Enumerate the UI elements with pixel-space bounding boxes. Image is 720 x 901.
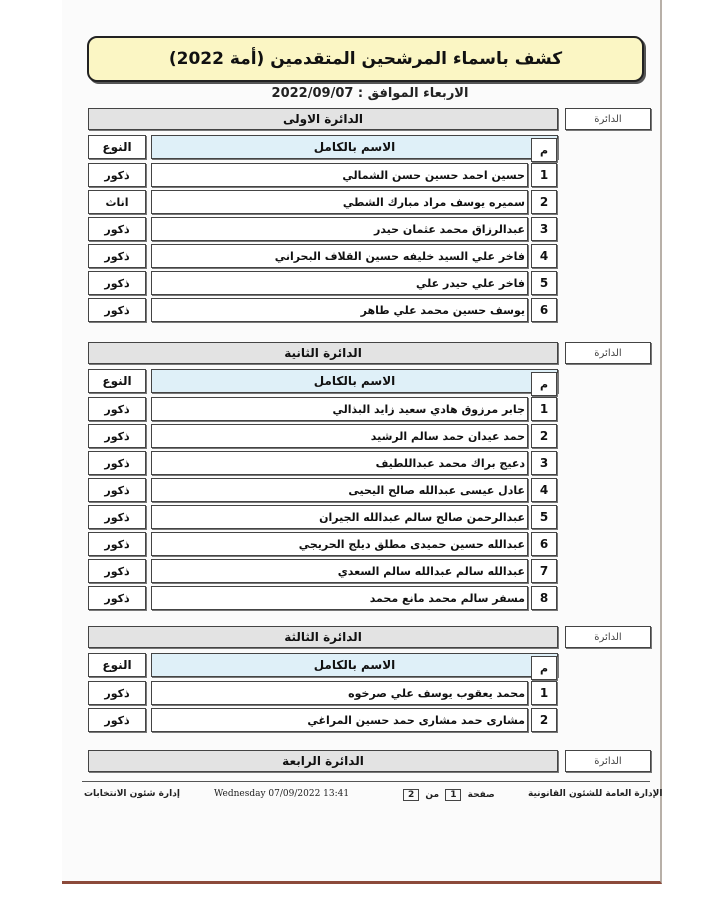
district-name: الدائرة الثالثة xyxy=(88,626,558,648)
footer-department: إدارة شئون الانتخابات xyxy=(84,789,180,799)
candidate-gender: ذكور xyxy=(88,451,146,475)
district-name: الدائرة الاولى xyxy=(88,108,558,130)
candidate-number: 1 xyxy=(531,681,557,705)
header-full-name: الاسم بالكامل xyxy=(151,369,558,393)
candidate-name: سميره يوسف مراد مبارك الشطي xyxy=(151,190,528,214)
district-label: الدائرة xyxy=(565,342,651,364)
header-gender: النوع xyxy=(88,653,146,677)
candidate-name: دعيج براك محمد عبداللطيف xyxy=(151,451,528,475)
district-name: الدائرة الثانية xyxy=(88,342,558,364)
candidate-number: 4 xyxy=(531,244,557,268)
header-gender: النوع xyxy=(88,135,146,159)
candidate-number: 1 xyxy=(531,163,557,187)
candidate-gender: ذكور xyxy=(88,424,146,448)
district-label: الدائرة xyxy=(565,750,651,772)
candidate-number: 1 xyxy=(531,397,557,421)
candidate-gender: ذكور xyxy=(88,532,146,556)
candidate-number: 3 xyxy=(531,217,557,241)
candidate-number: 2 xyxy=(531,708,557,732)
candidate-gender: ذكور xyxy=(88,397,146,421)
header-gender: النوع xyxy=(88,369,146,393)
candidate-gender: ذكور xyxy=(88,163,146,187)
header-full-name: الاسم بالكامل xyxy=(151,653,558,677)
candidate-name: حمد عيدان حمد سالم الرشيد xyxy=(151,424,528,448)
candidate-name: مسفر سالم محمد مانع محمد xyxy=(151,586,528,610)
candidate-number: 6 xyxy=(531,532,557,556)
header-full-name: الاسم بالكامل xyxy=(151,135,558,159)
candidate-number: 3 xyxy=(531,451,557,475)
footer-datetime: Wednesday 07/09/2022 13:41 xyxy=(214,789,350,799)
candidate-number: 8 xyxy=(531,586,557,610)
candidate-gender: ذكور xyxy=(88,271,146,295)
candidate-name: عبدالرحمن صالح سالم عبدالله الجيران xyxy=(151,505,528,529)
header-number: م xyxy=(531,138,557,162)
candidate-number: 5 xyxy=(531,505,557,529)
footer-general-department: الإدارة العامة للشئون القانونية xyxy=(528,789,663,799)
candidate-name: عبدالله سالم عبدالله سالم السعدي xyxy=(151,559,528,583)
page-of: من xyxy=(425,790,440,800)
candidate-gender: ذكور xyxy=(88,505,146,529)
candidate-name: فاخر علي حيدر علي xyxy=(151,271,528,295)
candidate-number: 7 xyxy=(531,559,557,583)
candidate-gender: ذكور xyxy=(88,478,146,502)
district-label: الدائرة xyxy=(565,626,651,648)
candidate-gender: ذكور xyxy=(88,244,146,268)
header-number: م xyxy=(531,656,557,680)
footer-divider xyxy=(82,781,650,782)
candidate-name: عبدالرزاق محمد عثمان حيدر xyxy=(151,217,528,241)
candidate-name: يوسف حسين محمد علي طاهر xyxy=(151,298,528,322)
candidate-gender: ذكور xyxy=(88,559,146,583)
candidate-number: 4 xyxy=(531,478,557,502)
candidate-number: 5 xyxy=(531,271,557,295)
header-number: م xyxy=(531,372,557,396)
candidate-number: 2 xyxy=(531,424,557,448)
candidate-name: عادل عيسى عبدالله صالح اليحيى xyxy=(151,478,528,502)
candidate-gender: ذكور xyxy=(88,681,146,705)
district-name: الدائرة الرابعة xyxy=(88,750,558,772)
candidate-name: جابر مرزوق هادي سعيد زايد البذالي xyxy=(151,397,528,421)
candidate-gender: ذكور xyxy=(88,708,146,732)
candidate-gender: اناث xyxy=(88,190,146,214)
page-current: 1 xyxy=(445,789,461,801)
candidate-gender: ذكور xyxy=(88,217,146,241)
candidate-gender: ذكور xyxy=(88,586,146,610)
district-label: الدائرة xyxy=(565,108,651,130)
footer-page-indicator xyxy=(400,789,495,801)
candidate-name: فاخر علي السيد خليفه حسين القلاف البحراني xyxy=(151,244,528,268)
candidate-name: محمد يعقوب يوسف علي صرخوه xyxy=(151,681,528,705)
page-word: صفحة xyxy=(467,790,495,800)
candidate-name: مشارى حمد مشارى حمد حسين المراغي xyxy=(151,708,528,732)
candidate-number: 6 xyxy=(531,298,557,322)
candidate-name: عبدالله حسين حميدى مطلق ديلج الحريجي xyxy=(151,532,528,556)
candidate-name: حسين احمد حسين حسن الشمالي xyxy=(151,163,528,187)
document-title: كشف باسماء المرشحين المتقدمين (أمة 2022) xyxy=(87,36,644,82)
candidate-number: 2 xyxy=(531,190,557,214)
page-total: 2 xyxy=(403,789,419,801)
candidate-gender: ذكور xyxy=(88,298,146,322)
date-line: الاربعاء الموافق : 2022/09/07 xyxy=(271,86,469,101)
